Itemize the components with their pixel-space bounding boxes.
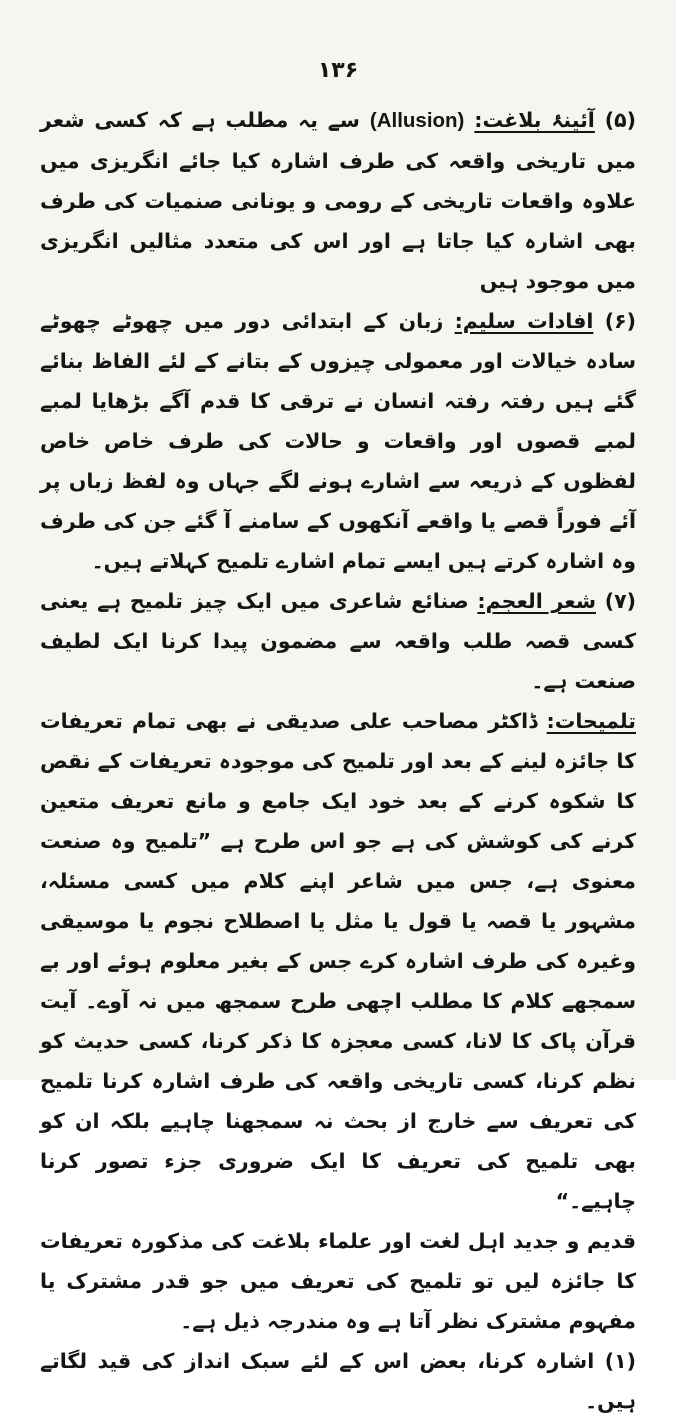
paragraph-list-1	[40, 1341, 636, 1421]
paragraph-heading: شعر العجم:	[477, 589, 596, 613]
paragraph-summary	[40, 1221, 636, 1341]
paragraph-text: قدیم و جدید اہل لغت اور علماء بلاغت کی مذکورہ تعریفات کا جائزہ لیں تو تلمیح کی تعریف میں جو قدر مشترک یا مفہوم مشترک نظر آتا ہے وہ مندرجہ ذیل ہے۔	[40, 1229, 636, 1333]
paragraph-7	[40, 581, 636, 701]
paragraph-5	[40, 100, 636, 301]
paragraph-text: اشارہ کرنا، بعض اس کے لئے سبک انداز کی قید لگاتے ہیں۔	[40, 1349, 636, 1413]
paragraph-heading: تلمیحات:	[546, 709, 636, 733]
paragraph-number: (۷)	[604, 589, 636, 613]
paragraph-number: (۱)	[604, 1349, 637, 1373]
paragraph-number: (۵)	[604, 108, 637, 132]
paragraph-number: (۶)	[604, 309, 636, 333]
latin-term: (Allusion)	[369, 109, 465, 132]
page-body	[40, 100, 636, 1421]
paragraph-heading: آئینۂ بلاغت:	[474, 108, 595, 132]
paragraph-6	[40, 301, 636, 581]
paragraph-heading: افادات سلیم:	[454, 309, 594, 333]
paragraph-text: ڈاکٹر مصاحب علی صدیقی نے بھی تمام تعریفات کا جائزہ لینے کے بعد اور تلمیح کی موجودہ تعریفات کے نقص کا شکوہ کرنے کے بعد خود ایک جامع و مانع تعریف متعین کرنے کی کوشش کی ہے جو اس طرح ہے ”تلمیح وہ صنعت معنوی ہے، جس میں شاعر اپنے کلام میں کسی مسئلہ، مشہور یا قصہ یا قول یا مثل یا اصطلاح نجوم یا موسیقی وغیرہ کی طرف اشارہ کرے جس کے بغیر معلوم ہوئے اور بے سمجھے کلام کا مطلب اچھی طرح سمجھ میں نہ آوے۔ آیت قرآن پاک کا لانا، کسی معجزہ کا ذکر کرنا، کسی حدیث کو نظم کرنا، کسی تاریخی واقعہ کی طرف اشارہ کرنا تلمیح کی تعریف سے خارج از بحث نہ سمجھنا چاہیے بلکہ ان کو بھی تلمیح کی تعریف کا ایک ضروری جزء تصور کرنا چاہیے۔“	[40, 709, 636, 1213]
paragraph-text: صنائع شاعری میں ایک چیز تلمیح ہے یعنی کسی قصہ طلب واقعہ سے مضمون پیدا کرنا ایک لطیف صنعت ہے۔	[40, 589, 636, 693]
paragraph-talmihat	[40, 701, 636, 1221]
paragraph-text: زبان کے ابتدائی دور میں چھوٹے چھوٹے سادہ خیالات اور معمولی چیزوں کے بتانے کے لئے الفاظ بنائے گئے ہیں رفتہ رفتہ انسان نے ترقی کا قدم آگے بڑھایا لمبے لمبے قصوں اور واقعات و حالات کی طرف خاص خاص لفظوں کے ذریعہ سے اشارے ہونے لگے جہاں وہ لفظ زباں پر آئے فوراً قصے یا واقعے آنکھوں کے سامنے آ گئے جن کی طرف وہ اشارہ کرتے ہیں ایسے تمام اشارے تلمیح کہلاتے ہیں۔	[40, 309, 636, 573]
page-number: ۱۳۶	[317, 58, 359, 83]
paragraph-text: سے یہ مطلب ہے کہ کسی شعر میں تاریخی واقعہ کی طرف اشارہ کیا جائے انگریزی میں علاوہ واقعات تاریخی کے رومی و یونانی صنمیات کی طرف بھی اشارہ کیا جاتا ہے اور اس کی متعدد مثالیں انگریزی میں موجود ہیں	[40, 108, 636, 293]
